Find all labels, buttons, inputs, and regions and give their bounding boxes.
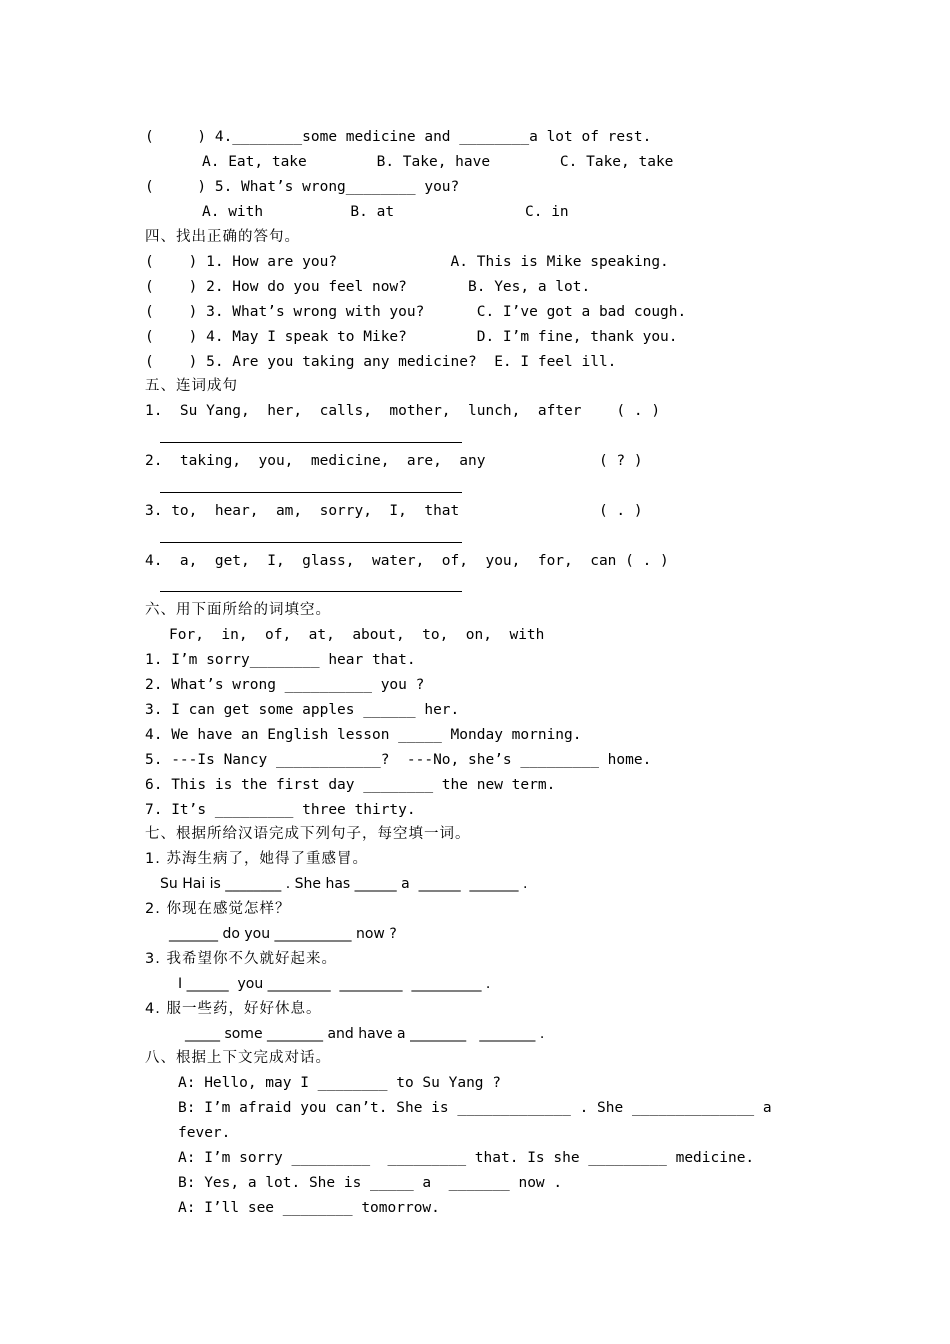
section-8-heading: 八、根据上下文完成对话。 <box>145 1050 331 1066</box>
fill-item-2: 2. What’s wrong __________ you ? <box>145 677 425 693</box>
answer-line-4 <box>160 591 462 592</box>
fill-item-5: 5. ---Is Nancy ____________? ---No, she’s _________ home. <box>145 752 652 768</box>
match-row-5: ( ) 5. Are you taking any medicine? E. I feel ill. <box>145 354 617 370</box>
match-row-3: ( ) 3. What’s wrong with you? C. I’ve got a bad cough. <box>145 304 687 320</box>
translate-answer-1: Su Hai is ________ . She has ______ a ______ _______ . <box>160 876 528 892</box>
answer-line-2 <box>160 492 462 493</box>
section-4-heading: 四、找出正确的答句。 <box>145 229 300 245</box>
reorder-item-3: 3. to, hear, am, sorry, I, that ( . ) <box>145 503 643 519</box>
dialogue-line-1: A: Hello, may I ________ to Su Yang ? <box>178 1075 502 1091</box>
translate-prompt-4: 4. 服一些药，好好休息。 <box>145 1001 322 1017</box>
dialogue-line-2-cont: fever. <box>178 1125 231 1141</box>
q5-stem: ( ) 5. What’s wrong________ you? <box>145 179 460 195</box>
answer-line-1 <box>160 442 462 443</box>
dialogue-line-3: A: I’m sorry _________ _________ that. Is she _________ medicine. <box>178 1150 755 1166</box>
fill-item-7: 7. It’s _________ three thirty. <box>145 802 416 818</box>
translate-answer-2: _______ do you ___________ now ? <box>169 926 397 942</box>
translate-answer-4: _____ some ________ and have a ________ ________ . <box>185 1026 545 1042</box>
dialogue-line-5: A: I’ll see ________ tomorrow. <box>178 1200 440 1216</box>
translate-prompt-2: 2. 你现在感觉怎样？ <box>145 901 291 917</box>
match-row-4: ( ) 4. May I speak to Mike? D. I’m fine, thank you. <box>145 329 678 345</box>
fill-item-6: 6. This is the first day ________ the new term. <box>145 777 556 793</box>
section-5-heading: 五、连词成句 <box>145 378 238 394</box>
fill-item-4: 4. We have an English lesson _____ Monday morning. <box>145 727 582 743</box>
section-6-heading: 六、用下面所给的词填空。 <box>145 602 331 618</box>
q5-options: A. with B. at C. in <box>202 204 569 220</box>
translate-prompt-1: 1. 苏海生病了，她得了重感冒。 <box>145 851 368 867</box>
dialogue-line-4: B: Yes, a lot. She is _____ a _______ now . <box>178 1175 563 1191</box>
match-row-1: ( ) 1. How are you? A. This is Mike speaking. <box>145 254 669 270</box>
translate-answer-3: I ______ you _________ _________ __________ . <box>178 976 491 992</box>
match-row-2: ( ) 2. How do you feel now? B. Yes, a lot. <box>145 279 591 295</box>
word-bank: For, in, of, at, about, to, on, with <box>169 627 545 643</box>
reorder-item-1: 1. Su Yang, her, calls, mother, lunch, after ( . ) <box>145 403 661 419</box>
answer-line-3 <box>160 542 462 543</box>
fill-item-1: 1. I’m sorry________ hear that. <box>145 652 416 668</box>
q4-options: A. Eat, take B. Take, have C. Take, take <box>202 154 674 170</box>
q4-stem: ( ) 4.________some medicine and ________a lot of rest. <box>145 129 652 145</box>
reorder-item-2: 2. taking, you, medicine, are, any ( ? ) <box>145 453 643 469</box>
translate-prompt-3: 3. 我希望你不久就好起来。 <box>145 951 337 967</box>
fill-item-3: 3. I can get some apples ______ her. <box>145 702 460 718</box>
reorder-item-4: 4. a, get, I, glass, water, of, you, for, can ( . ) <box>145 553 669 569</box>
dialogue-line-2: B: I’m afraid you can’t. She is _____________ . She ______________ a <box>178 1100 772 1116</box>
section-7-heading: 七、根据所给汉语完成下列句子，每空填一词。 <box>145 826 471 842</box>
